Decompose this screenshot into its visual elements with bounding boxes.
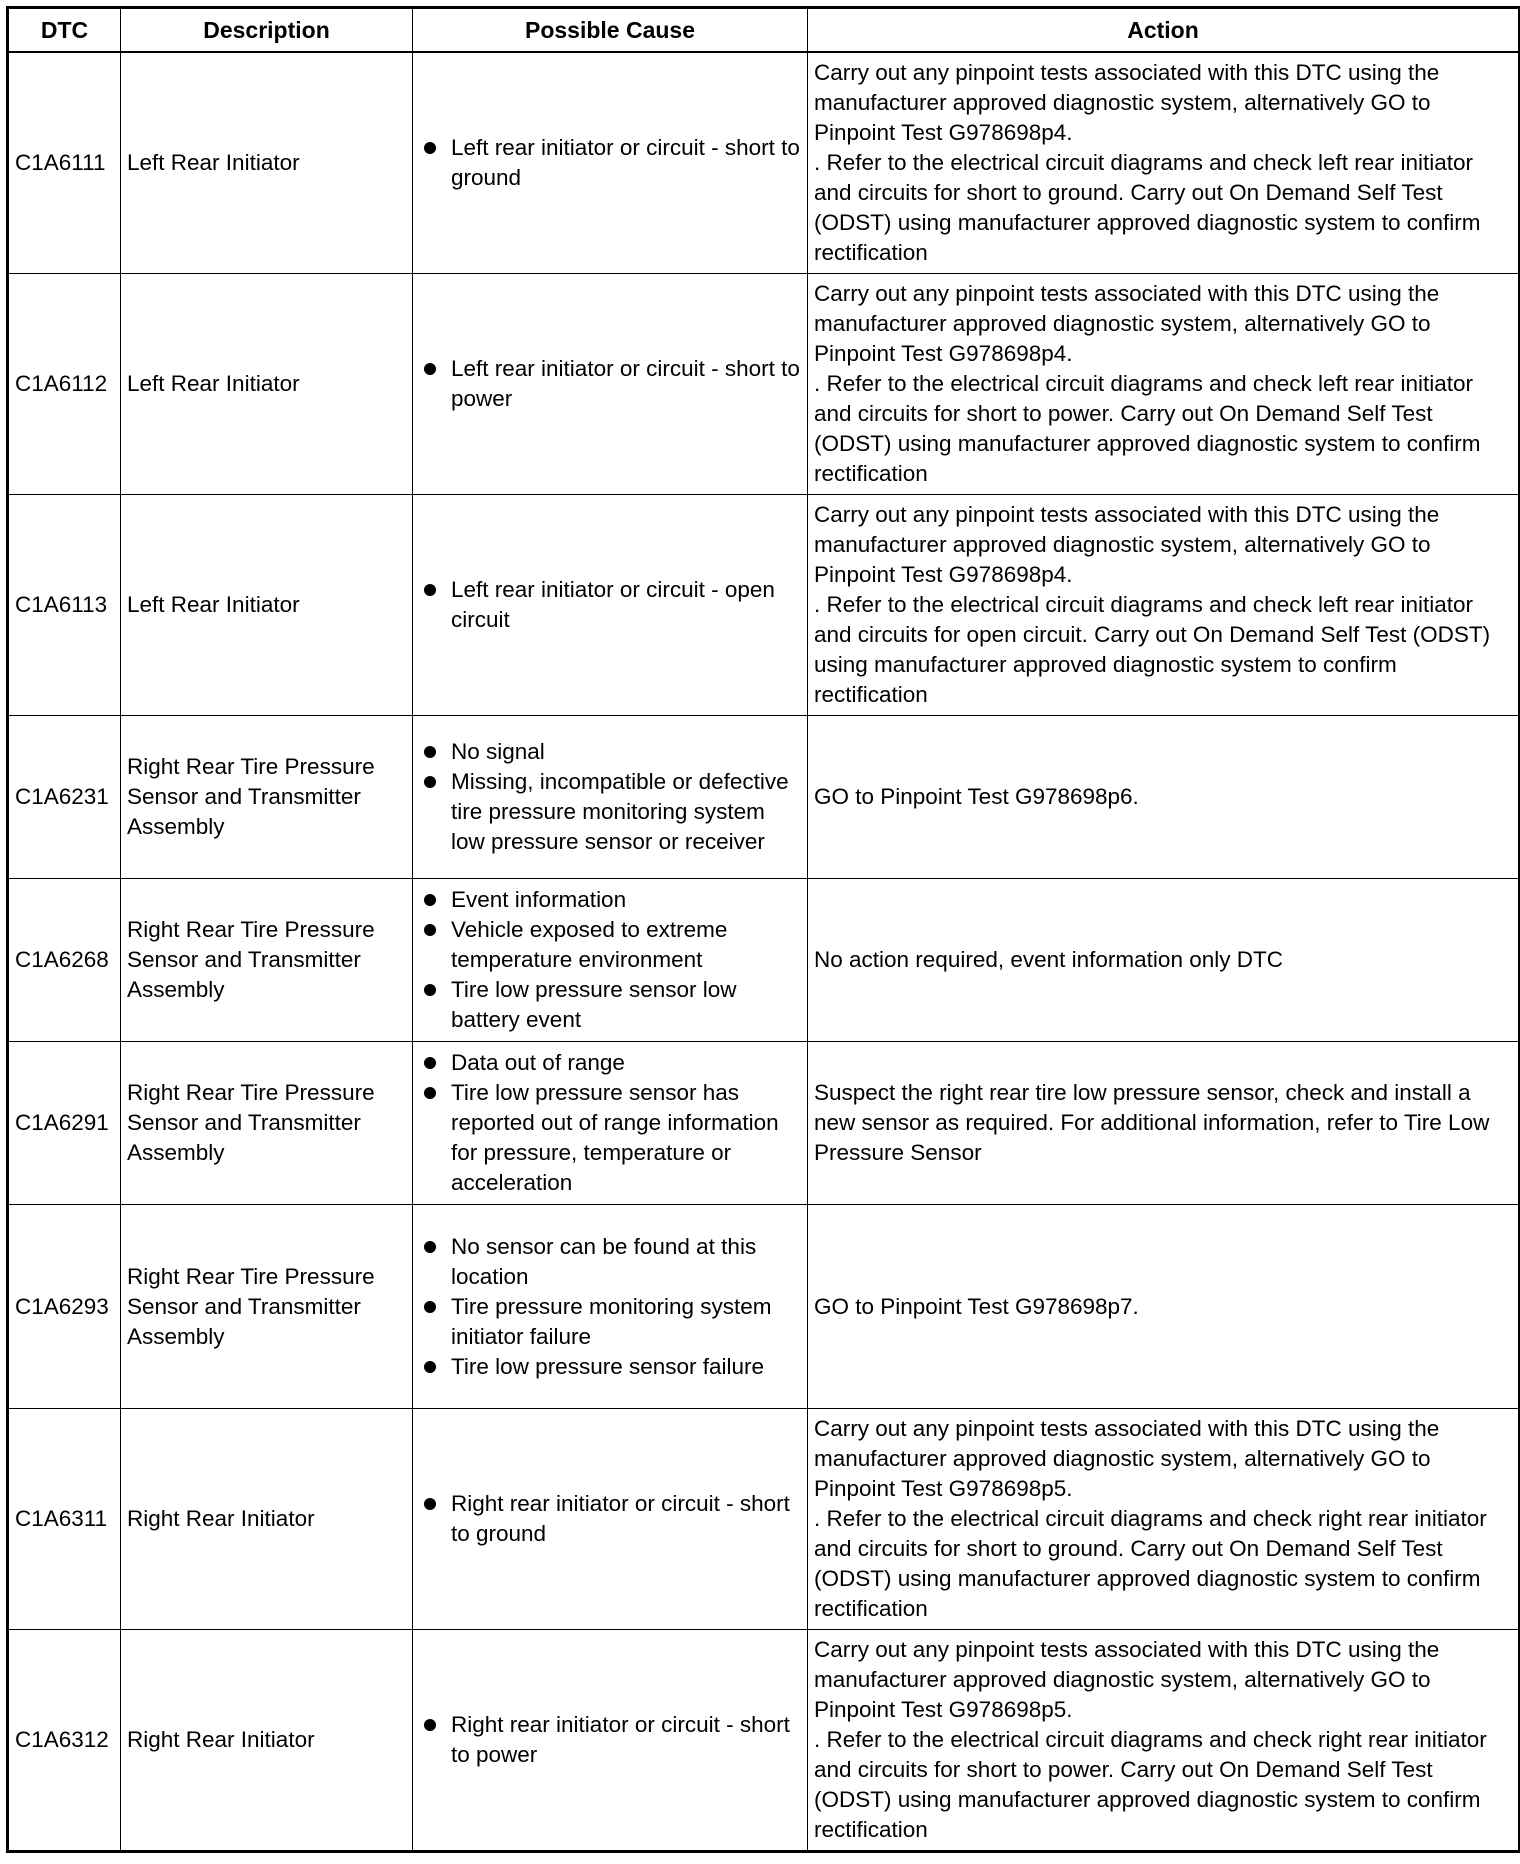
possible-cause-cell <box>413 1630 808 1852</box>
table-row <box>8 274 1520 495</box>
table-row <box>8 1630 1520 1852</box>
action-text: Carry out any pinpoint tests associated with this DTC using the manufacturer approved diagnostic system, alternatively GO to Pinpoint Test G978698p4. . Refer to the electrical circuit diagrams and check left rear initiator and circuits for short to ground. Carry out On Demand Self Test (ODST) using manufacturer approved diagnostic system to confirm rectification <box>814 60 1481 265</box>
description-cell: Right Rear Tire Pressure Sensor and Transmitter Assembly <box>121 1205 413 1409</box>
possible-cause-cell <box>413 1042 808 1205</box>
action-text: Carry out any pinpoint tests associated with this DTC using the manufacturer approved diagnostic system, alternatively GO to Pinpoint Test G978698p4. . Refer to the electrical circuit diagrams and check left rear initiator and circuits for open circuit. Carry out On Demand Self Test (ODST) using manufacturer approved diagnostic system to confirm rectification <box>814 502 1491 707</box>
table-row <box>8 1409 1520 1630</box>
cause-list-item: Left rear initiator or circuit - short to power <box>419 354 801 414</box>
cause-list-item: No sensor can be found at this location <box>419 1232 801 1292</box>
cause-list <box>419 575 801 635</box>
cause-list-item: Tire low pressure sensor failure <box>419 1352 801 1382</box>
dtc-code-cell: C1A6311 <box>8 1409 121 1630</box>
action-cell <box>808 879 1520 1042</box>
action-cell <box>808 52 1520 274</box>
description-cell: Left Rear Initiator <box>121 274 413 495</box>
cause-list-item: Left rear initiator or circuit - open circuit <box>419 575 801 635</box>
possible-cause-cell <box>413 1205 808 1409</box>
header-possible-cause: Possible Cause <box>413 8 808 53</box>
table-row <box>8 716 1520 879</box>
cause-list <box>419 737 801 857</box>
description-cell: Right Rear Tire Pressure Sensor and Transmitter Assembly <box>121 1042 413 1205</box>
header-action: Action <box>808 8 1520 53</box>
cause-list <box>419 133 801 193</box>
possible-cause-cell <box>413 52 808 274</box>
cause-list-item: Tire low pressure sensor low battery event <box>419 975 801 1035</box>
cause-list-item: Tire low pressure sensor has reported out of range information for pressure, temperature or acceleration <box>419 1078 801 1198</box>
dtc-code-cell: C1A6312 <box>8 1630 121 1852</box>
dtc-code-cell: C1A6113 <box>8 495 121 716</box>
action-text: Carry out any pinpoint tests associated with this DTC using the manufacturer approved diagnostic system, alternatively GO to Pinpoint Test G978698p4. . Refer to the electrical circuit diagrams and check left rear initiator and circuits for short to power. Carry out On Demand Self Test (ODST) using manufacturer approved diagnostic system to confirm rectification <box>814 281 1481 486</box>
description-cell: Right Rear Initiator <box>121 1630 413 1852</box>
possible-cause-cell <box>413 879 808 1042</box>
dtc-code-cell: C1A6293 <box>8 1205 121 1409</box>
description-cell: Right Rear Tire Pressure Sensor and Transmitter Assembly <box>121 716 413 879</box>
possible-cause-cell <box>413 495 808 716</box>
cause-list <box>419 1710 801 1770</box>
cause-list <box>419 1489 801 1549</box>
action-text: Suspect the right rear tire low pressure sensor, check and install a new sensor as required. For additional information, refer to Tire Low Pressure Sensor <box>814 1080 1490 1165</box>
action-cell <box>808 716 1520 879</box>
dtc-code-cell: C1A6112 <box>8 274 121 495</box>
description-cell: Right Rear Initiator <box>121 1409 413 1630</box>
cause-list-item: Vehicle exposed to extreme temperature environment <box>419 915 801 975</box>
table-row <box>8 1205 1520 1409</box>
cause-list-item: Right rear initiator or circuit - short to ground <box>419 1489 801 1549</box>
cause-list-item: Missing, incompatible or defective tire pressure monitoring system low pressure sensor or receiver <box>419 767 801 857</box>
document-page <box>6 6 1520 1853</box>
dtc-code-cell: C1A6268 <box>8 879 121 1042</box>
description-cell: Right Rear Tire Pressure Sensor and Transmitter Assembly <box>121 879 413 1042</box>
action-cell <box>808 495 1520 716</box>
table-body <box>8 52 1520 1852</box>
action-text: GO to Pinpoint Test G978698p6. <box>814 784 1139 809</box>
cause-list-item: Left rear initiator or circuit - short to ground <box>419 133 801 193</box>
cause-list-item: Right rear initiator or circuit - short to power <box>419 1710 801 1770</box>
dtc-code-cell: C1A6111 <box>8 52 121 274</box>
table-row <box>8 495 1520 716</box>
table-row <box>8 879 1520 1042</box>
table-row <box>8 52 1520 274</box>
action-cell <box>808 1042 1520 1205</box>
cause-list <box>419 1232 801 1382</box>
action-text: No action required, event information only DTC <box>814 947 1283 972</box>
cause-list <box>419 1048 801 1198</box>
action-cell <box>808 1630 1520 1852</box>
dtc-code-cell: C1A6291 <box>8 1042 121 1205</box>
action-cell <box>808 1409 1520 1630</box>
possible-cause-cell <box>413 716 808 879</box>
cause-list-item: Event information <box>419 885 801 915</box>
dtc-code-cell: C1A6231 <box>8 716 121 879</box>
dtc-table <box>6 6 1520 1853</box>
description-cell: Left Rear Initiator <box>121 495 413 716</box>
action-cell <box>808 1205 1520 1409</box>
possible-cause-cell <box>413 1409 808 1630</box>
header-dtc: DTC <box>8 8 121 53</box>
action-text: Carry out any pinpoint tests associated with this DTC using the manufacturer approved diagnostic system, alternatively GO to Pinpoint Test G978698p5. . Refer to the electrical circuit diagrams and check right rear initiator and circuits for short to power. Carry out On Demand Self Test (ODST) using manufacturer approved diagnostic system to confirm rectification <box>814 1637 1487 1842</box>
table-header-row <box>8 8 1520 53</box>
action-text: GO to Pinpoint Test G978698p7. <box>814 1293 1139 1319</box>
header-description: Description <box>121 8 413 53</box>
table-row <box>8 1042 1520 1205</box>
cause-list-item: No signal <box>419 737 801 767</box>
cause-list <box>419 354 801 414</box>
description-cell: Left Rear Initiator <box>121 52 413 274</box>
cause-list <box>419 885 801 1035</box>
action-cell <box>808 274 1520 495</box>
cause-list-item: Data out of range <box>419 1048 801 1078</box>
action-text: Carry out any pinpoint tests associated with this DTC using the manufacturer approved diagnostic system, alternatively GO to Pinpoint Test G978698p5. . Refer to the electrical circuit diagrams and check right rear initiator and circuits for short to ground. Carry out On Demand Self Test (ODST) using manufacturer approved diagnostic system to confirm rectification <box>814 1416 1487 1621</box>
possible-cause-cell <box>413 274 808 495</box>
cause-list-item: Tire pressure monitoring system initiator failure <box>419 1292 801 1352</box>
